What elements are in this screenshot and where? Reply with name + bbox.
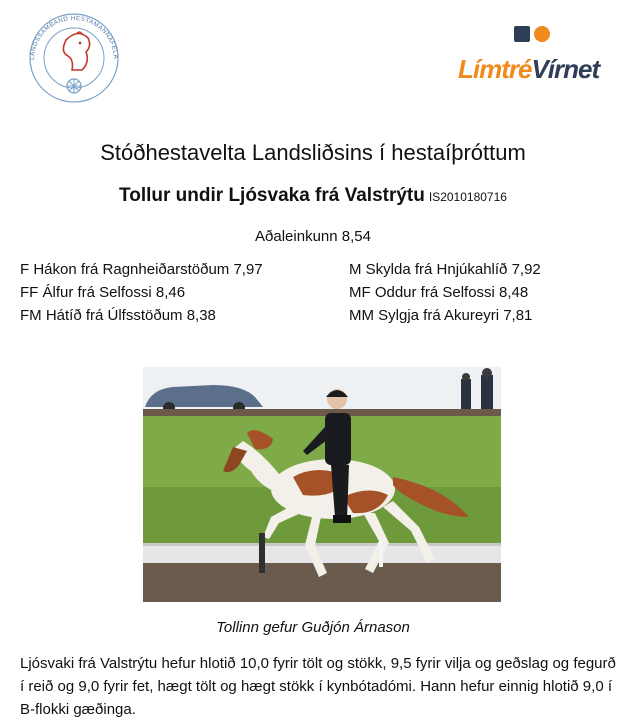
- horse-photo: [143, 367, 501, 602]
- pedigree-mother: M Skylda frá Hnjúkahlíð 7,92: [349, 261, 541, 278]
- pedigree-fathers-father: FF Álfur frá Selfossi 8,46: [20, 284, 186, 301]
- photo-caption: Tollinn gefur Guðjón Árnason: [216, 619, 410, 636]
- sponsor-logo-text: LímtréVírnet: [458, 54, 600, 84]
- main-score: Aðaleinkunn 8,54: [255, 228, 371, 245]
- limtre-virnet-logo-icon: [514, 24, 554, 48]
- pedigree-mothers-mother: MM Sylgja frá Akureyri 7,81: [349, 307, 533, 324]
- horse-head-emblem-icon: [16, 10, 132, 104]
- sponsor-logo: [458, 24, 604, 84]
- horse-name: Tollur undir Ljósvaka frá Valstrýtu: [119, 185, 425, 206]
- description-paragraph: Ljósvaki frá Valstrýtu hefur hlotið 10,0 fyrir tölt og stökk, 9,5 fyrir vilja og geðslag og fegurð í reið og 9,0 fyrir fet, hægt tölt og hægt stökk í kynbótadómi. Hann hefur einnig hlotið 9,0 í B-flokki gæðinga.: [20, 655, 616, 718]
- federation-logo-text: LANDSSAMBAND HESTAMANNAFÉLA: [28, 14, 120, 61]
- pedigree-fathers-mother: FM Hátíð frá Úlfsstöðum 8,38: [20, 307, 216, 324]
- pedigree-mothers-father: MF Oddur frá Selfossi 8,48: [349, 284, 529, 301]
- rider-on-horse-photo: [143, 367, 501, 602]
- page-title: Stóðhestavelta Landsliðsins í hestaíþróttum: [100, 140, 526, 165]
- horse-heading: [0, 185, 626, 207]
- pedigree-father: F Hákon frá Ragnheiðarstöðum 7,97: [20, 261, 263, 278]
- federation-logo: [16, 10, 132, 104]
- registration-number: IS2010180716: [428, 190, 507, 204]
